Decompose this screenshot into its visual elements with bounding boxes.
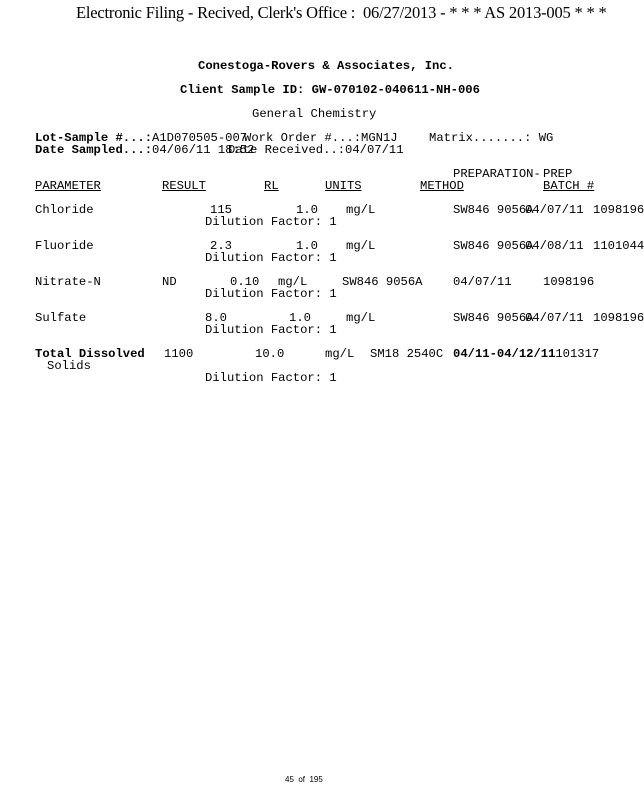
col-rl: RL bbox=[264, 179, 279, 193]
row-nitrate-method: SW846 9056A bbox=[342, 275, 423, 289]
work-order-label: Work Order #...: bbox=[244, 131, 362, 145]
client-sample-label-text: Client Sample ID: bbox=[180, 83, 305, 97]
row-chloride-method: SW846 9056A bbox=[453, 203, 534, 217]
row-nitrate-dilution: Dilution Factor: 1 bbox=[205, 287, 337, 301]
row-tds-parameter-line2: Solids bbox=[47, 359, 91, 373]
row-fluoride-parameter: Fluoride bbox=[35, 239, 94, 253]
row-fluoride-date: 04/08/11 bbox=[525, 239, 584, 253]
row-fluoride-batch: 1101044 bbox=[593, 239, 644, 253]
row-chloride-rl: 1.0 bbox=[296, 203, 318, 217]
row-sulfate-result: 8.0 bbox=[205, 311, 227, 325]
row-sulfate-units: mg/L bbox=[346, 311, 376, 325]
row-tds-units: mg/L bbox=[325, 347, 355, 361]
matrix-label: Matrix.......: bbox=[429, 131, 532, 145]
row-nitrate-parameter: Nitrate-N bbox=[35, 275, 101, 289]
row-tds-date: 04/11-04/12/11 bbox=[453, 347, 556, 361]
preparation-header: PREPARATION- bbox=[453, 167, 541, 181]
col-units: UNITS bbox=[325, 179, 362, 193]
row-nitrate-batch: 1098196 bbox=[543, 275, 595, 289]
row-fluoride-rl: 1.0 bbox=[296, 239, 318, 253]
row-nitrate-result: ND bbox=[162, 275, 177, 289]
row-fluoride-units: mg/L bbox=[346, 239, 376, 253]
date-received-line bbox=[228, 144, 404, 157]
lot-sample-label: Lot-Sample #...: bbox=[35, 131, 153, 145]
row-nitrate-units: mg/L bbox=[278, 275, 308, 289]
date-received-value: 04/07/11 bbox=[345, 143, 404, 157]
row-chloride-units: mg/L bbox=[346, 203, 376, 217]
work-order-value: MGN1J bbox=[361, 131, 398, 145]
col-method: METHOD bbox=[420, 179, 464, 193]
row-tds-rl: 10.0 bbox=[255, 347, 285, 361]
col-batch: BATCH # bbox=[543, 179, 595, 193]
row-chloride-batch: 1098196 bbox=[593, 203, 644, 217]
row-chloride-dilution: Dilution Factor: 1 bbox=[205, 215, 337, 229]
date-sampled-line bbox=[35, 144, 254, 157]
row-sulfate-rl: 1.0 bbox=[289, 311, 311, 325]
row-tds-batch: 1101317 bbox=[548, 347, 600, 361]
matrix-value: WG bbox=[538, 131, 554, 145]
row-fluoride-dilution: Dilution Factor: 1 bbox=[205, 251, 337, 265]
date-sampled-value: 04/06/11 18:52 bbox=[152, 143, 255, 157]
lot-sample-value: A1D070505-007 bbox=[152, 131, 248, 145]
client-sample-label bbox=[180, 84, 480, 97]
row-chloride-parameter: Chloride bbox=[35, 203, 94, 217]
row-sulfate-date: 04/07/11 bbox=[525, 311, 584, 325]
prep-header: PREP bbox=[543, 167, 573, 181]
row-tds-method: SM18 2540C bbox=[370, 347, 444, 361]
page-number-footer: 45 of 195 bbox=[285, 775, 323, 784]
row-sulfate-dilution: Dilution Factor: 1 bbox=[205, 323, 337, 337]
client-sample-id: GW-070102-040611-NH-006 bbox=[311, 83, 480, 97]
col-result: RESULT bbox=[162, 179, 206, 193]
company-name: Conestoga-Rovers & Associates, Inc. bbox=[198, 59, 454, 73]
section-title: General Chemistry bbox=[252, 107, 377, 121]
row-fluoride-method: SW846 9056A bbox=[453, 239, 534, 253]
row-sulfate-batch: 1098196 bbox=[593, 311, 644, 325]
col-parameter: PARAMETER bbox=[35, 179, 101, 193]
row-chloride-result: 115 bbox=[210, 203, 232, 217]
date-received-label: Date Received..: bbox=[228, 143, 346, 157]
matrix-line bbox=[429, 132, 553, 145]
row-sulfate-parameter: Sulfate bbox=[35, 311, 87, 325]
row-nitrate-rl: 0.10 bbox=[230, 275, 260, 289]
row-chloride-date: 04/07/11 bbox=[525, 203, 584, 217]
row-sulfate-method: SW846 9056A bbox=[453, 311, 534, 325]
row-tds-dilution: Dilution Factor: 1 bbox=[205, 371, 337, 385]
row-tds-result: 1100 bbox=[164, 347, 194, 361]
date-sampled-label: Date Sampled...: bbox=[35, 143, 153, 157]
electronic-filing-header: Electronic Filing - Recived, Clerk's Office : 06/27/2013 - * * * AS 2013-005 * * * bbox=[76, 3, 607, 22]
row-tds-parameter-line1: Total Dissolved bbox=[35, 347, 145, 361]
row-nitrate-date: 04/07/11 bbox=[453, 275, 512, 289]
row-fluoride-result: 2.3 bbox=[210, 239, 232, 253]
